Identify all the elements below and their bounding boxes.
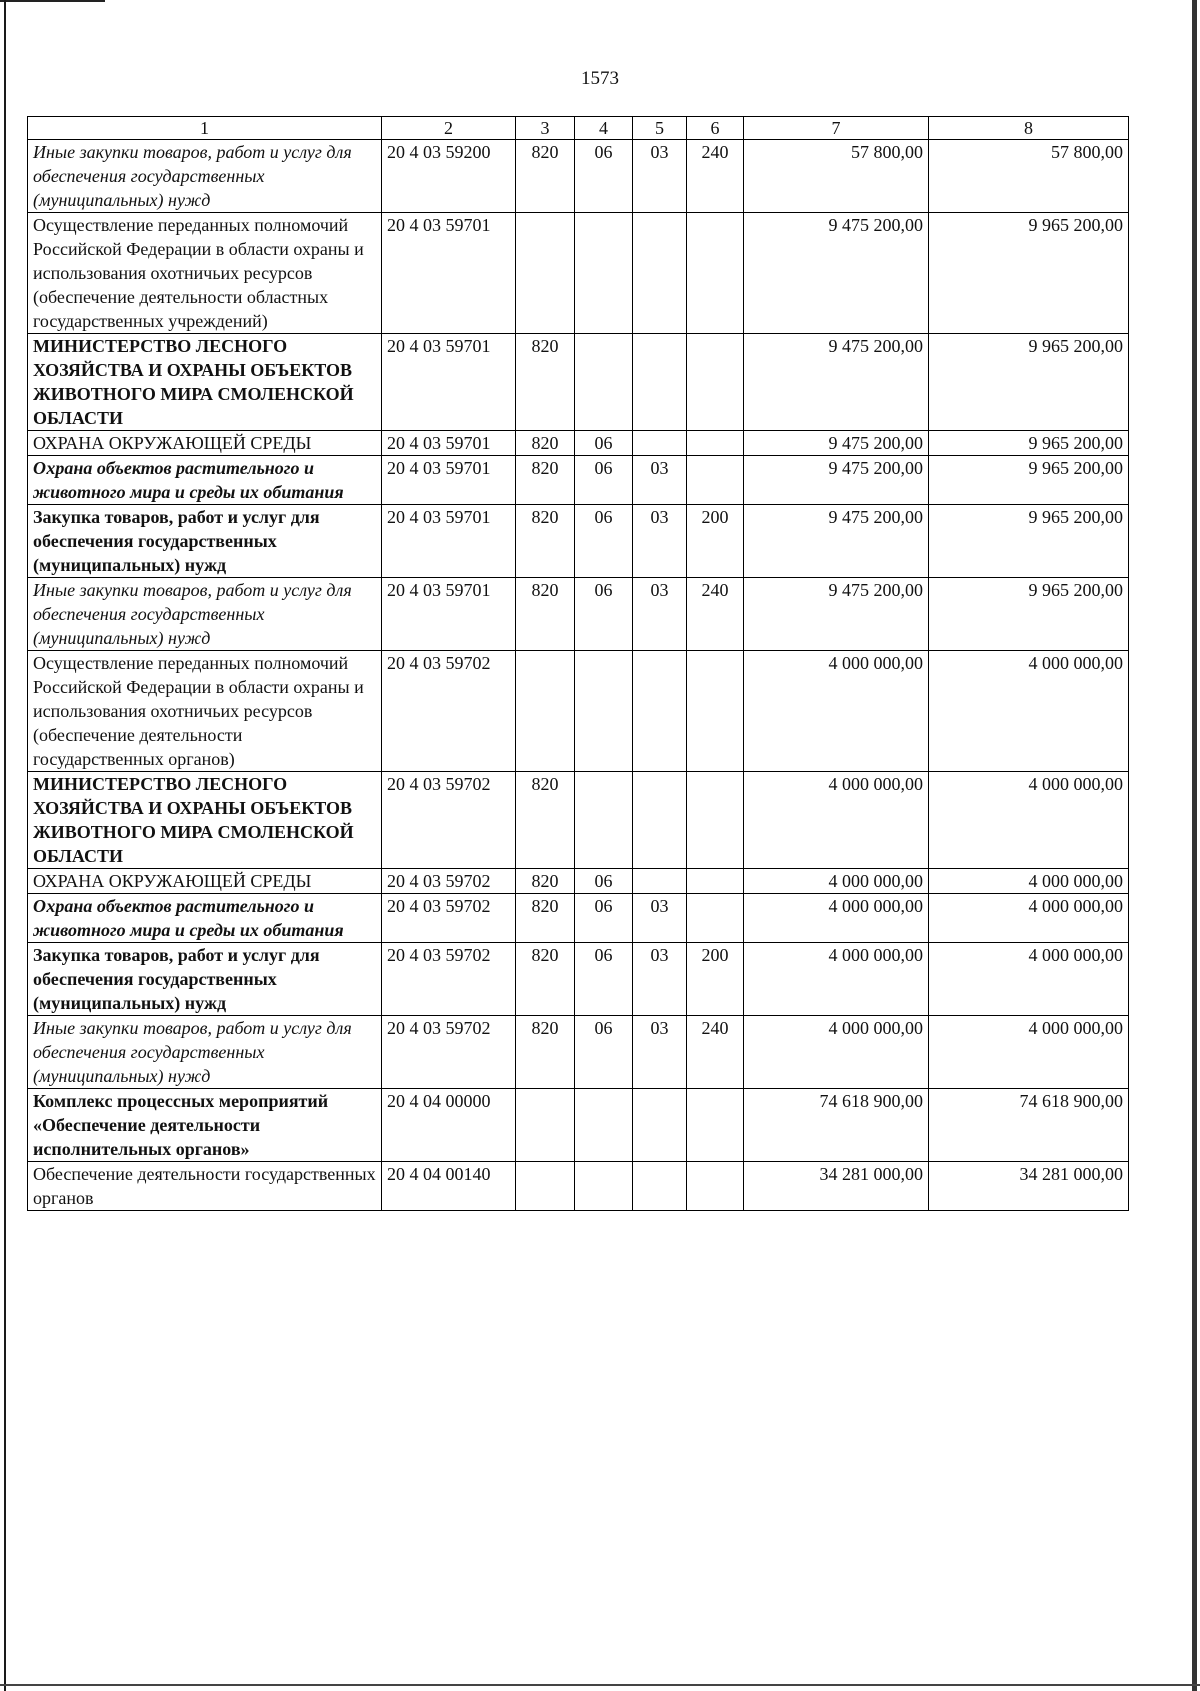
header-cell: 2 bbox=[382, 117, 516, 140]
amount-col8-cell: 4 000 000,00 bbox=[929, 869, 1129, 894]
amount-col8-cell: 9 965 200,00 bbox=[929, 213, 1129, 334]
section-code-cell: 06 bbox=[575, 1016, 633, 1089]
subsection-code-cell bbox=[633, 869, 687, 894]
subsection-code-cell: 03 bbox=[633, 456, 687, 505]
section-code-cell: 06 bbox=[575, 431, 633, 456]
row-name-cell: Закупка товаров, работ и услуг для обеспечения государственных (муниципальных) нужд bbox=[28, 943, 382, 1016]
expense-type-cell: 200 bbox=[687, 943, 744, 1016]
table-row bbox=[28, 869, 1129, 894]
amount-col7-cell: 9 475 200,00 bbox=[744, 431, 929, 456]
ministry-code-cell: 820 bbox=[516, 1016, 575, 1089]
amount-col8-cell: 9 965 200,00 bbox=[929, 456, 1129, 505]
section-code-cell: 06 bbox=[575, 943, 633, 1016]
subsection-code-cell bbox=[633, 431, 687, 456]
amount-col8-cell: 9 965 200,00 bbox=[929, 334, 1129, 431]
target-code-cell: 20 4 03 59701 bbox=[382, 578, 516, 651]
table-row bbox=[28, 772, 1129, 869]
amount-col8-cell: 34 281 000,00 bbox=[929, 1162, 1129, 1211]
amount-col7-cell: 4 000 000,00 bbox=[744, 943, 929, 1016]
amount-col8-cell: 4 000 000,00 bbox=[929, 943, 1129, 1016]
subsection-code-cell bbox=[633, 772, 687, 869]
row-name-cell: Иные закупки товаров, работ и услуг для обеспечения государственных (муниципальных) нужд bbox=[28, 140, 382, 213]
row-name-cell: ОХРАНА ОКРУЖАЮЩЕЙ СРЕДЫ bbox=[28, 869, 382, 894]
target-code-cell: 20 4 03 59702 bbox=[382, 869, 516, 894]
header-cell: 5 bbox=[633, 117, 687, 140]
section-code-cell: 06 bbox=[575, 456, 633, 505]
scan-edge-left bbox=[4, 0, 6, 1691]
subsection-code-cell bbox=[633, 213, 687, 334]
table-row bbox=[28, 213, 1129, 334]
section-code-cell bbox=[575, 1089, 633, 1162]
header-cell: 7 bbox=[744, 117, 929, 140]
row-name-cell: Иные закупки товаров, работ и услуг для обеспечения государственных (муниципальных) нужд bbox=[28, 1016, 382, 1089]
target-code-cell: 20 4 03 59200 bbox=[382, 140, 516, 213]
expense-type-cell bbox=[687, 431, 744, 456]
subsection-code-cell bbox=[633, 334, 687, 431]
amount-col7-cell: 9 475 200,00 bbox=[744, 456, 929, 505]
target-code-cell: 20 4 03 59702 bbox=[382, 1016, 516, 1089]
header-cell: 8 bbox=[929, 117, 1129, 140]
header-cell: 1 bbox=[28, 117, 382, 140]
subsection-code-cell: 03 bbox=[633, 1016, 687, 1089]
scan-edge-bottom bbox=[0, 1684, 1200, 1686]
amount-col7-cell: 74 618 900,00 bbox=[744, 1089, 929, 1162]
expense-type-cell bbox=[687, 869, 744, 894]
amount-col8-cell: 9 965 200,00 bbox=[929, 578, 1129, 651]
section-code-cell bbox=[575, 213, 633, 334]
table-row bbox=[28, 505, 1129, 578]
amount-col8-cell: 9 965 200,00 bbox=[929, 505, 1129, 578]
ministry-code-cell: 820 bbox=[516, 943, 575, 1016]
ministry-code-cell: 820 bbox=[516, 456, 575, 505]
amount-col8-cell: 74 618 900,00 bbox=[929, 1089, 1129, 1162]
amount-col8-cell: 57 800,00 bbox=[929, 140, 1129, 213]
row-name-cell: Осуществление переданных полномочий Российской Федерации в области охраны и использования охотничьих ресурсов (обеспечение деятельности областных государственных учреждений) bbox=[28, 213, 382, 334]
section-code-cell: 06 bbox=[575, 140, 633, 213]
subsection-code-cell: 03 bbox=[633, 943, 687, 1016]
ministry-code-cell: 820 bbox=[516, 869, 575, 894]
amount-col7-cell: 4 000 000,00 bbox=[744, 772, 929, 869]
section-code-cell: 06 bbox=[575, 869, 633, 894]
target-code-cell: 20 4 04 00140 bbox=[382, 1162, 516, 1211]
expense-type-cell bbox=[687, 651, 744, 772]
expense-type-cell: 240 bbox=[687, 1016, 744, 1089]
target-code-cell: 20 4 03 59701 bbox=[382, 213, 516, 334]
amount-col8-cell: 9 965 200,00 bbox=[929, 431, 1129, 456]
target-code-cell: 20 4 03 59701 bbox=[382, 334, 516, 431]
subsection-code-cell bbox=[633, 1089, 687, 1162]
expense-type-cell bbox=[687, 456, 744, 505]
amount-col7-cell: 9 475 200,00 bbox=[744, 578, 929, 651]
row-name-cell: МИНИСТЕРСТВО ЛЕСНОГО ХОЗЯЙСТВА И ОХРАНЫ ОБЪЕКТОВ ЖИВОТНОГО МИРА СМОЛЕНСКОЙ ОБЛАСТИ bbox=[28, 772, 382, 869]
target-code-cell: 20 4 04 00000 bbox=[382, 1089, 516, 1162]
amount-col7-cell: 34 281 000,00 bbox=[744, 1162, 929, 1211]
target-code-cell: 20 4 03 59702 bbox=[382, 772, 516, 869]
table-header-row bbox=[28, 117, 1129, 140]
section-code-cell: 06 bbox=[575, 578, 633, 651]
expense-type-cell bbox=[687, 334, 744, 431]
row-name-cell: Иные закупки товаров, работ и услуг для обеспечения государственных (муниципальных) нужд bbox=[28, 578, 382, 651]
page-number: 1573 bbox=[581, 68, 619, 89]
expense-type-cell bbox=[687, 894, 744, 943]
row-name-cell: ОХРАНА ОКРУЖАЮЩЕЙ СРЕДЫ bbox=[28, 431, 382, 456]
header-cell: 6 bbox=[687, 117, 744, 140]
amount-col7-cell: 4 000 000,00 bbox=[744, 1016, 929, 1089]
table-row bbox=[28, 140, 1129, 213]
table-row bbox=[28, 334, 1129, 431]
ministry-code-cell: 820 bbox=[516, 334, 575, 431]
header-cell: 3 bbox=[516, 117, 575, 140]
amount-col7-cell: 9 475 200,00 bbox=[744, 213, 929, 334]
row-name-cell: Охрана объектов растительного и животного мира и среды их обитания bbox=[28, 456, 382, 505]
scan-edge-right bbox=[1192, 0, 1197, 1691]
amount-col8-cell: 4 000 000,00 bbox=[929, 1016, 1129, 1089]
target-code-cell: 20 4 03 59702 bbox=[382, 651, 516, 772]
expense-type-cell bbox=[687, 772, 744, 869]
scan-edge-top bbox=[0, 0, 105, 2]
row-name-cell: Закупка товаров, работ и услуг для обеспечения государственных (муниципальных) нужд bbox=[28, 505, 382, 578]
target-code-cell: 20 4 03 59701 bbox=[382, 431, 516, 456]
amount-col7-cell: 4 000 000,00 bbox=[744, 894, 929, 943]
ministry-code-cell bbox=[516, 651, 575, 772]
amount-col7-cell: 4 000 000,00 bbox=[744, 869, 929, 894]
row-name-cell: Охрана объектов растительного и животного мира и среды их обитания bbox=[28, 894, 382, 943]
ministry-code-cell: 820 bbox=[516, 505, 575, 578]
table-row bbox=[28, 651, 1129, 772]
row-name-cell: МИНИСТЕРСТВО ЛЕСНОГО ХОЗЯЙСТВА И ОХРАНЫ ОБЪЕКТОВ ЖИВОТНОГО МИРА СМОЛЕНСКОЙ ОБЛАСТИ bbox=[28, 334, 382, 431]
table-row bbox=[28, 578, 1129, 651]
amount-col8-cell: 4 000 000,00 bbox=[929, 894, 1129, 943]
row-name-cell: Обеспечение деятельности государственных органов bbox=[28, 1162, 382, 1211]
row-name-cell: Комплекс процессных мероприятий «Обеспечение деятельности исполнительных органов» bbox=[28, 1089, 382, 1162]
row-name-cell: Осуществление переданных полномочий Российской Федерации в области охраны и использования охотничьих ресурсов (обеспечение деятельности государственных органов) bbox=[28, 651, 382, 772]
table-row bbox=[28, 1016, 1129, 1089]
section-code-cell bbox=[575, 651, 633, 772]
subsection-code-cell: 03 bbox=[633, 578, 687, 651]
section-code-cell bbox=[575, 334, 633, 431]
ministry-code-cell bbox=[516, 1089, 575, 1162]
amount-col8-cell: 4 000 000,00 bbox=[929, 651, 1129, 772]
amount-col7-cell: 57 800,00 bbox=[744, 140, 929, 213]
ministry-code-cell bbox=[516, 213, 575, 334]
table-row bbox=[28, 1162, 1129, 1211]
section-code-cell: 06 bbox=[575, 894, 633, 943]
expense-type-cell bbox=[687, 213, 744, 334]
section-code-cell bbox=[575, 772, 633, 869]
expense-type-cell bbox=[687, 1162, 744, 1211]
section-code-cell bbox=[575, 1162, 633, 1211]
ministry-code-cell: 820 bbox=[516, 894, 575, 943]
table-row bbox=[28, 456, 1129, 505]
target-code-cell: 20 4 03 59702 bbox=[382, 943, 516, 1016]
header-cell: 4 bbox=[575, 117, 633, 140]
amount-col7-cell: 9 475 200,00 bbox=[744, 334, 929, 431]
amount-col8-cell: 4 000 000,00 bbox=[929, 772, 1129, 869]
ministry-code-cell: 820 bbox=[516, 772, 575, 869]
amount-col7-cell: 9 475 200,00 bbox=[744, 505, 929, 578]
ministry-code-cell: 820 bbox=[516, 431, 575, 456]
table-row bbox=[28, 894, 1129, 943]
expense-type-cell: 200 bbox=[687, 505, 744, 578]
ministry-code-cell bbox=[516, 1162, 575, 1211]
subsection-code-cell: 03 bbox=[633, 140, 687, 213]
subsection-code-cell bbox=[633, 651, 687, 772]
subsection-code-cell bbox=[633, 1162, 687, 1211]
ministry-code-cell: 820 bbox=[516, 140, 575, 213]
table-row bbox=[28, 431, 1129, 456]
expense-type-cell: 240 bbox=[687, 140, 744, 213]
budget-table bbox=[27, 116, 1129, 1211]
table-row bbox=[28, 943, 1129, 1016]
table-row bbox=[28, 1089, 1129, 1162]
ministry-code-cell: 820 bbox=[516, 578, 575, 651]
target-code-cell: 20 4 03 59701 bbox=[382, 456, 516, 505]
subsection-code-cell: 03 bbox=[633, 894, 687, 943]
subsection-code-cell: 03 bbox=[633, 505, 687, 578]
amount-col7-cell: 4 000 000,00 bbox=[744, 651, 929, 772]
section-code-cell: 06 bbox=[575, 505, 633, 578]
target-code-cell: 20 4 03 59701 bbox=[382, 505, 516, 578]
target-code-cell: 20 4 03 59702 bbox=[382, 894, 516, 943]
expense-type-cell bbox=[687, 1089, 744, 1162]
expense-type-cell: 240 bbox=[687, 578, 744, 651]
